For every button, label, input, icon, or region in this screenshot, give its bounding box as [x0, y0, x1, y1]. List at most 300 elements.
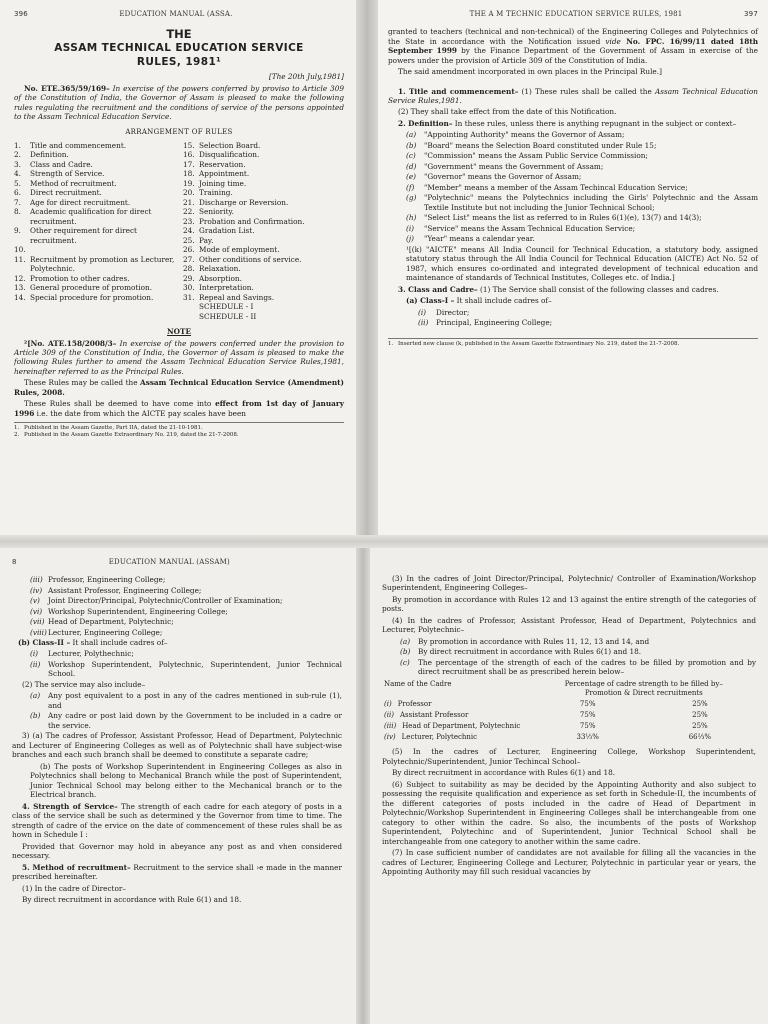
rule-title: Other conditions of service.	[199, 254, 302, 264]
list-item-text: "Appointing Authority" means the Governor of Assam;	[424, 130, 625, 140]
table-cell-cadre	[382, 721, 532, 732]
list-item-text: Assistant Professor, Engineering College;	[48, 585, 202, 595]
rule-entry	[183, 150, 344, 159]
list-item	[30, 617, 342, 626]
list-item	[30, 607, 342, 616]
note-number: ²[No. ATE.158/2008/3–	[24, 338, 117, 348]
rule-number: 4.	[14, 169, 21, 179]
row-label: (iv)	[384, 733, 396, 742]
rule-title: Definition.	[30, 150, 69, 160]
rule-3	[388, 285, 758, 294]
running-header	[388, 10, 758, 19]
list-item-text: "Year" means a calendar year.	[424, 234, 535, 244]
rule-4-heading: 4. Strength of Service–	[22, 801, 118, 811]
rule-entry	[14, 226, 175, 245]
list-item-label: (a)	[30, 691, 41, 701]
title-the: THE	[166, 27, 192, 42]
footnote	[14, 432, 344, 439]
table-cell-cadre	[382, 699, 532, 710]
footnotes	[14, 422, 344, 439]
rule-entry	[14, 179, 175, 188]
list-item-text: Head of Department, Polytechnic;	[48, 617, 174, 627]
list-item-text: Lecturer, Engineering College;	[48, 627, 163, 637]
rule-entry	[183, 169, 344, 178]
notification-number: No. ETE.365/59/169–	[24, 83, 110, 93]
rule-title: Title and commencement.	[30, 140, 127, 150]
rule-title: SCHEDULE - I	[199, 302, 254, 312]
rule-entry	[183, 274, 344, 283]
rule-5-1-text: By direct recruitment in accordance with Rule 6(1) and 18.	[22, 895, 242, 905]
list-item	[406, 151, 758, 160]
notification-text: In exercise of the powers conferred by proviso to Article 309 of the Constitution of India, the Governor of Assam is pleased to make the following rules regulating the recruitment and the conditions of service of the persons appointed to the Assam Technical Education Service.	[14, 83, 344, 122]
class-2-list	[30, 649, 342, 678]
subrule-5-text: By direct recruitment in accordance with Rules 6(1) and 18.	[392, 768, 616, 778]
rule-number: 26.	[183, 245, 195, 255]
page-separator	[0, 535, 768, 548]
rule-number: 8.	[14, 207, 21, 217]
rule-entry	[14, 255, 175, 274]
rule-title: Selection Board.	[199, 140, 261, 150]
list-item	[418, 318, 758, 327]
rule-entry	[183, 188, 344, 197]
list-item-label: (d)	[406, 161, 417, 171]
table-cell-cadre	[382, 710, 532, 721]
list-item-label: (g)	[406, 193, 417, 203]
table-header-percentage-label: Percentage of cadre strength to be filled by–	[564, 679, 723, 688]
list-item	[406, 224, 758, 233]
note-paragraph	[14, 339, 344, 377]
subrule-7: (7) In case sufficient number of candidates are not available for filling all the vacancies in the cadres of Lecturer, Engineering College and Lecturer, Polytechnic in particular year or years, the Appointing Authority may fill such residual vacancies by	[382, 848, 756, 877]
table-cell-cadre	[382, 732, 532, 743]
rule-number: 18.	[183, 169, 195, 179]
list-item	[406, 172, 758, 181]
row-label: (ii)	[384, 711, 394, 720]
rule-number: 9.	[14, 226, 21, 236]
rule-number: 7.	[14, 197, 21, 207]
rule-title: Absorption.	[199, 273, 242, 283]
subrule-3b: (b) The posts of Workshop Superintendent in Engineering Colleges as also in Polytechnics shall belong to Mechanical Branch while the post of Superintendent, Junior Technical School may belong either to the Mechanical branch or to the Electrical branch.	[30, 761, 342, 800]
page-9	[370, 548, 768, 1024]
rule-number: 23.	[183, 216, 195, 226]
page-number: 397	[744, 10, 758, 18]
list-item	[406, 130, 758, 139]
document-title: ASSAM TECHNICAL EDUCATION SERVICE	[54, 42, 304, 55]
rule-title: Joining time.	[199, 178, 247, 188]
table-cell-direct: 25%	[692, 700, 708, 709]
rule-title: Probation and Confirmation.	[199, 216, 305, 226]
table-cell-direct: 66⅔%	[688, 733, 712, 742]
rule-entry	[14, 150, 175, 159]
list-item	[30, 711, 342, 730]
rule-title: Special procedure for promotion.	[30, 292, 154, 302]
rule-number: 27.	[183, 254, 195, 264]
rule-number: 25.	[183, 235, 195, 245]
intro-text-c: by the Finance Department of the Government of Assam in exercise of the powers under the provision of Article 309 of the Constitution of India.	[388, 46, 759, 65]
list-item-text: Workshop Superintendent, Polytechnic, Superintendent, Junior Technical School.	[48, 659, 342, 679]
rule-entry	[183, 283, 344, 292]
cadre-percentage-table	[382, 679, 756, 744]
table-row	[382, 732, 756, 743]
arrangement-of-rules	[14, 141, 344, 321]
table-header-percentage	[532, 679, 756, 699]
class-2-text: It shall include cadres of–	[70, 638, 168, 647]
note-text: In exercise of the powers conferred under the provision to Article 309 of the Constitution of India, the Governor of Assam is pleased to make the following Rules further to amend the Assam Technical Education Service Rules,1981, hereinafter referred to as the Principal Rules.	[14, 338, 344, 376]
rule-number: 24.	[183, 226, 195, 236]
rule-1-text: (1) These rules shall be called the	[518, 86, 655, 96]
list-item-label: (b)	[406, 140, 417, 150]
cadre-name: Professor	[397, 700, 432, 709]
list-item-label: (vii)	[30, 617, 45, 627]
list-item	[418, 308, 758, 317]
list-item	[400, 658, 756, 677]
rule-title: Academic qualification for direct recruitment.	[30, 207, 152, 226]
rule-4-proviso: Provided that Governor may hold in abeyance any post as and vhen considered necessary.	[12, 841, 342, 861]
list-item	[30, 649, 342, 658]
list-item	[406, 193, 758, 212]
subrule-3: (3) In the cadres of Joint Director/Principal, Polytechnic/ Controller of Examination/Workshop Superintendent, Engineering Colleges–	[382, 574, 756, 593]
rule-1-heading: 1. Title and commencement–	[398, 86, 519, 96]
intro-paragraph	[388, 27, 758, 65]
footnote	[388, 341, 758, 348]
rule-title: Gradation List.	[199, 226, 255, 236]
rule-2-heading: 2. Definition–	[398, 118, 453, 128]
list-item-label: (ii)	[30, 659, 41, 669]
note-p2-text: These Rules may be called the	[24, 378, 141, 388]
list-item	[30, 586, 342, 595]
subrule-4: (4) In the cadres of Professor, Assistant Professor, Head of Department, Polytechnics and Lecturer, Polytechnic–	[382, 615, 756, 635]
list-item-text: Any cadre or post laid down by the Government to be included in a cadre or the service.	[48, 711, 342, 730]
list-item-label: (a)	[406, 130, 417, 140]
subrule-3a: 3) (a) The cadres of Professor, Assistant Professor, Head of Department, Polytechnic and Lecturer of Engineering Colleges as well as of Polytechnic shall have subject-wise branches and each such branch shall be deemed to constitute a separate cadre;	[12, 731, 342, 760]
table-cell-promotion: 75%	[579, 722, 596, 731]
list-item-label: (vi)	[30, 606, 43, 616]
rule-2-text: In these rules, unless there is anything repugnant in the subject or context–	[452, 118, 737, 128]
list-item-label: (b)	[30, 711, 41, 721]
rule-number: 13.	[14, 283, 26, 293]
subrule-5: (5) In the cadres of Lecturer, Engineering College, Workshop Superintendent, Polytechnic/Superintendent, Junior Techincal School–	[382, 747, 756, 766]
list-item-label: (h)	[406, 213, 417, 223]
rule-entry	[183, 293, 344, 302]
footnote-text: Published in the Assam Gazette, Part IIA, dated the 21-10-1981.	[24, 425, 203, 432]
rule-number: 28.	[183, 264, 195, 274]
list-item-label: (viii)	[30, 627, 47, 637]
running-header	[14, 10, 344, 19]
page-number: 8	[12, 558, 17, 566]
list-item-text: Workshop Superintendent, Engineering College;	[48, 606, 228, 616]
rule-entry	[183, 264, 344, 273]
class-2-heading: (b) Class-II –	[18, 638, 71, 647]
page-gutter	[356, 0, 378, 545]
list-item-text: "Select List" means the list as referred to in Rules 6(1)(e), 13(7) and 14(3);	[424, 213, 702, 223]
note-paragraph-3	[14, 399, 344, 418]
rule-entry	[14, 274, 175, 283]
rule-title: Age for direct recruitment.	[30, 197, 131, 207]
rule-number: 6.	[14, 188, 21, 198]
list-item-label: (i)	[30, 649, 39, 659]
list-item-text: "Government" means the Government of Assam;	[424, 161, 604, 171]
intro-text-a: granted to teachers (technical and non-technical) of the Engineering Colleges and Polytechnics of the State in accordance with the Notification issued	[388, 27, 758, 46]
page-397	[378, 0, 768, 535]
notification-paragraph	[14, 84, 344, 122]
rule-number: 15.	[183, 140, 195, 150]
class-1-heading: (a) Class-I –	[406, 296, 455, 306]
rule-title: Appointment.	[199, 169, 250, 179]
rule-entry	[14, 245, 175, 254]
list-item-text: By direct recruitment in accordance with Rules 6(1) and 18.	[418, 647, 642, 657]
list-item-text: "Service" means the Assam Technical Education Service;	[424, 223, 636, 233]
rule-title: Discharge or Reversion.	[199, 197, 289, 207]
rule-title: Relaxation.	[199, 264, 241, 274]
rule-entry	[183, 160, 344, 169]
row-label: (iii)	[384, 722, 397, 731]
list-item-text: "Board" means the Selection Board constituted under Rule 15;	[424, 140, 657, 150]
rule-number	[183, 312, 199, 321]
list-item	[30, 596, 342, 605]
rule-number: 10.	[14, 245, 26, 255]
list-item-text: "Governor" means the Governor of Assam;	[424, 172, 582, 182]
table-header-cadre: Name of the Cadre	[384, 679, 452, 688]
footnote-number: 1.	[14, 425, 20, 432]
rule-3-heading: 3. Class and Cadre–	[398, 284, 478, 294]
subrule-2: (2) The service may also include–	[22, 679, 146, 689]
row-label: (i)	[384, 700, 392, 709]
list-item-text: "Member" means a member of the Assam Techincal Education Service;	[424, 182, 688, 192]
rule-entry	[183, 179, 344, 188]
list-item-text: The percentage of the strength of each of the cadres to be filled by promotion and by direct recruitment shall be as prescribed herein below–	[418, 657, 756, 677]
rule-title: Recruitment by promotion as Lecturer, Polytechnic.	[30, 254, 175, 274]
rule-4	[12, 802, 342, 840]
rules-list-right	[183, 141, 344, 321]
footnote-number: 1.	[388, 340, 394, 347]
rule-5-heading: 5. Method of recruitment–	[22, 862, 131, 872]
rule-entry	[183, 255, 344, 264]
rule-1-2: (2) They shall take effect from the date of this Notification.	[398, 107, 617, 117]
footnote	[14, 425, 344, 432]
note-heading: NOTE	[166, 327, 192, 337]
table-cell-direct: 25%	[692, 711, 708, 720]
rule-number: 5.	[14, 178, 21, 188]
rule-entry	[14, 160, 175, 169]
cadre-name: Lecturer, Polytechnic	[401, 733, 478, 742]
list-item-text: By promotion in accordance with Rules 11, 12, 13 and 14, and	[418, 636, 650, 646]
table-cell-promotion: 75%	[579, 711, 596, 720]
rule-5-text: Recruitment to the service shall ›e made in the manner prescribed hereinafter.	[12, 862, 342, 882]
page-396	[0, 0, 356, 545]
rule-title: Mode of employment.	[199, 245, 280, 255]
page-number: 396	[14, 10, 28, 18]
cadre-name: Head of Department, Polytechnic	[402, 722, 521, 731]
rule-title: Interpretation.	[199, 283, 254, 293]
rule-entry	[14, 207, 175, 226]
note-paragraph-2	[14, 378, 344, 397]
promotion-label: Promotion	[584, 688, 622, 697]
list-item-text: Joint Director/Principal, Polytechnic/Controller of Examination;	[48, 596, 283, 606]
rule-number: 2.	[14, 150, 21, 160]
list-item-label: (b)	[400, 647, 411, 657]
rules-list-left	[14, 141, 175, 321]
rule-number: 21.	[183, 197, 195, 207]
rule-2	[388, 119, 758, 128]
list-item-label: (f)	[406, 182, 415, 192]
table-row	[382, 721, 756, 732]
list-item	[30, 575, 342, 584]
definitions-list	[406, 130, 758, 243]
rule-number: 22.	[183, 207, 195, 217]
rule-number: 19.	[183, 178, 195, 188]
rule-number: 12.	[14, 273, 26, 283]
rule-entry	[14, 198, 175, 207]
list-item	[30, 660, 342, 679]
rule-title: Repeal and Savings.	[199, 292, 275, 302]
rule-entry	[183, 302, 344, 311]
rule-title: Reservation.	[199, 159, 246, 169]
direct-label: Direct recruitments	[632, 688, 703, 697]
rule-1	[388, 87, 758, 106]
list-item	[406, 213, 758, 222]
list-item	[406, 234, 758, 243]
rule-entry	[14, 283, 175, 292]
list-item-label: (i)	[406, 223, 415, 233]
subrule-2-list	[30, 691, 342, 730]
class-1-text: It shall include cadres of–	[454, 296, 552, 306]
running-header	[12, 558, 342, 567]
ampersand: &	[623, 688, 631, 697]
rule-entry	[183, 245, 344, 254]
list-item	[400, 637, 756, 646]
intro-paragraph-2: The said amendment incorporated in own places in the Principal Rule.]	[398, 67, 662, 77]
list-item-text: "Commission" means the Assam Public Service Commission;	[424, 151, 648, 161]
rule-title: Class and Cadre.	[30, 159, 93, 169]
table-cell-promotion: 75%	[579, 700, 596, 709]
rule-title: Method of recruitment.	[30, 178, 117, 188]
rule-title: Pay.	[199, 235, 214, 245]
rule-entry	[14, 293, 175, 302]
list-item-text: Director;	[436, 307, 470, 317]
subrule-4-list	[400, 637, 756, 677]
list-item-label: (j)	[406, 234, 414, 244]
table-cell-promotion: 33⅓%	[576, 733, 599, 742]
document-date: [The 20th July,1981]	[268, 72, 344, 82]
definition-aicte: ¹[(k) "AICTE" means All India Council for Technical Education, a statutory body, assigned statutory status through the All India Council for Technical Education (AICTE) Act No. 52 of 1987, which ensures co-ordinated and integrated development of technical education and maintenance of standards of Technical Institutes, Colleges etc. of India.]	[406, 244, 758, 283]
list-item-label: (c)	[406, 151, 416, 161]
rule-entry	[14, 169, 175, 178]
rule-title: Promotion to other cadres.	[30, 273, 130, 283]
rule-title: SCHEDULE - II	[199, 311, 257, 321]
rule-1-short-title: Assam Technical Education Service Rules,1981.	[388, 86, 758, 105]
rule-title: Disqualification.	[199, 150, 260, 160]
arrangement-heading: ARRANGEMENT OF RULES	[125, 127, 233, 136]
effect-date: effect from 1st day of January 1996	[14, 399, 344, 418]
rule-5	[12, 863, 342, 882]
table-row	[382, 699, 756, 710]
list-item-label: (iv)	[30, 585, 43, 595]
rule-title: General procedure of promotion.	[30, 283, 153, 293]
list-item-label: (i)	[418, 307, 427, 317]
list-item-label: (e)	[406, 172, 417, 182]
table-header	[382, 679, 756, 699]
list-item-label: (ii)	[418, 318, 429, 328]
rule-entry	[183, 198, 344, 207]
note-p3-text-c: i.e. the date from which the AICTE pay scales have been	[34, 408, 247, 418]
table-row	[382, 710, 756, 721]
rule-entry	[183, 217, 344, 226]
list-item	[406, 162, 758, 171]
subrule-3-text: By promotion in accordance with Rules 12 and 13 against the entire strength of the categories of posts.	[382, 594, 756, 614]
document-title-year: RULES, 1981¹	[136, 55, 222, 68]
rule-entry	[14, 188, 175, 197]
rule-number: 14.	[14, 292, 26, 302]
rule-entry	[183, 236, 344, 245]
list-item-text: "Polytechnic" means the Polytechnics including the Girls' Polytechnic and the Assam Textile Institute but not including the Junior Technical School;	[424, 193, 758, 212]
list-item-label: (iii)	[30, 575, 43, 585]
rule-number: 11.	[14, 254, 26, 264]
rule-number	[183, 302, 199, 311]
list-item-label: (a)	[400, 636, 411, 646]
rule-entry	[183, 141, 344, 150]
rule-entry	[14, 141, 175, 150]
rule-title: Other requirement for direct recruitment.	[30, 226, 137, 245]
rule-number: 20.	[183, 188, 195, 198]
rule-number: 1.	[14, 140, 21, 150]
rule-number: 30.	[183, 283, 195, 293]
footnote-text: Inserted new clause (k, published in the Assam Gazette Extraordinary No. 219, dated the 21-7-2008.	[398, 340, 680, 347]
class-1	[406, 296, 758, 305]
running-head-title: EDUCATION MANUAL (ASSAM)	[108, 558, 230, 566]
rule-number: 31.	[183, 292, 195, 302]
running-head-title: EDUCATION MANUAL (ASSA.	[119, 10, 233, 18]
intro-vide: vide	[605, 36, 621, 46]
cadre-name: Assistant Professor	[399, 711, 469, 720]
list-item	[406, 183, 758, 192]
rule-number: 3.	[14, 159, 21, 169]
table-subheader	[534, 689, 754, 698]
rule-number: 16.	[183, 150, 195, 160]
class-1-list-continued	[30, 575, 342, 637]
page-8	[0, 548, 356, 1024]
list-item-text: Principal, Engineering College;	[436, 318, 553, 328]
list-item	[406, 141, 758, 150]
class-2	[18, 638, 342, 647]
rule-entry	[183, 207, 344, 216]
rule-3-text: (1) The Service shall consist of the following classes and cadres.	[477, 284, 719, 294]
rule-title: Strength of Service.	[30, 169, 105, 179]
footnotes	[388, 338, 758, 348]
rule-title: Seniority.	[199, 207, 234, 217]
subrule-6: (6) Subject to suitability as may be decided by the Appointing Authority and also subject to possessing the requisite qualification and experience as set forth in Schedule-II, the incumbents of the different categories of posts included in the cadre of Head of Department in Polytechnic/Workshop Superintendent in Engineering Colleges shall be interchangeable from one category to other within the cadre. So also, the incumbents of the posts of Workshop Superintendent, Polytechinc and of Superintendent, Junior Technical School shall be interchangeable from one category to another within the same cadre.	[382, 779, 756, 846]
list-item-text: Any post equivalent to a post in any of the cadres mentioned in sub-rule (1), and	[48, 691, 342, 710]
rule-4-text: The strength of each cadre for each ategory of posts in a class of the service shall be such as determined y the Governor from time to time. The strength of cadre of the ervice on the date of commencement of these rules shall be as hown in Schedule I :	[12, 801, 342, 840]
rule-title: Training.	[199, 188, 233, 198]
list-item-label: (v)	[30, 596, 40, 606]
note-p3-text-a: These Rules shall be deemed to have come into	[24, 399, 216, 409]
finance-notification: No. FPC. 16/99/11 dated 18th September 1999	[388, 36, 759, 56]
running-head-title: THE A M TECHNIC EDUCATION SERVICE RULES, 1981	[469, 10, 683, 18]
rule-number: 29.	[183, 273, 195, 283]
rule-title: Direct recruitment.	[30, 188, 102, 198]
rule-entry	[183, 312, 344, 321]
rule-entry	[183, 226, 344, 235]
page-gutter	[356, 548, 370, 1024]
list-item	[30, 628, 342, 637]
rule-number: 17.	[183, 159, 195, 169]
list-item-label: (c)	[400, 657, 410, 667]
list-item-text: Professor, Engineering College;	[48, 575, 166, 585]
list-item-text: Lecturer, Polythechnic;	[48, 649, 134, 659]
table-cell-direct: 25%	[692, 722, 708, 731]
footnote-number: 2.	[14, 432, 20, 439]
rule-5-1: (1) In the cadre of Director–	[22, 883, 127, 893]
list-item	[30, 691, 342, 710]
